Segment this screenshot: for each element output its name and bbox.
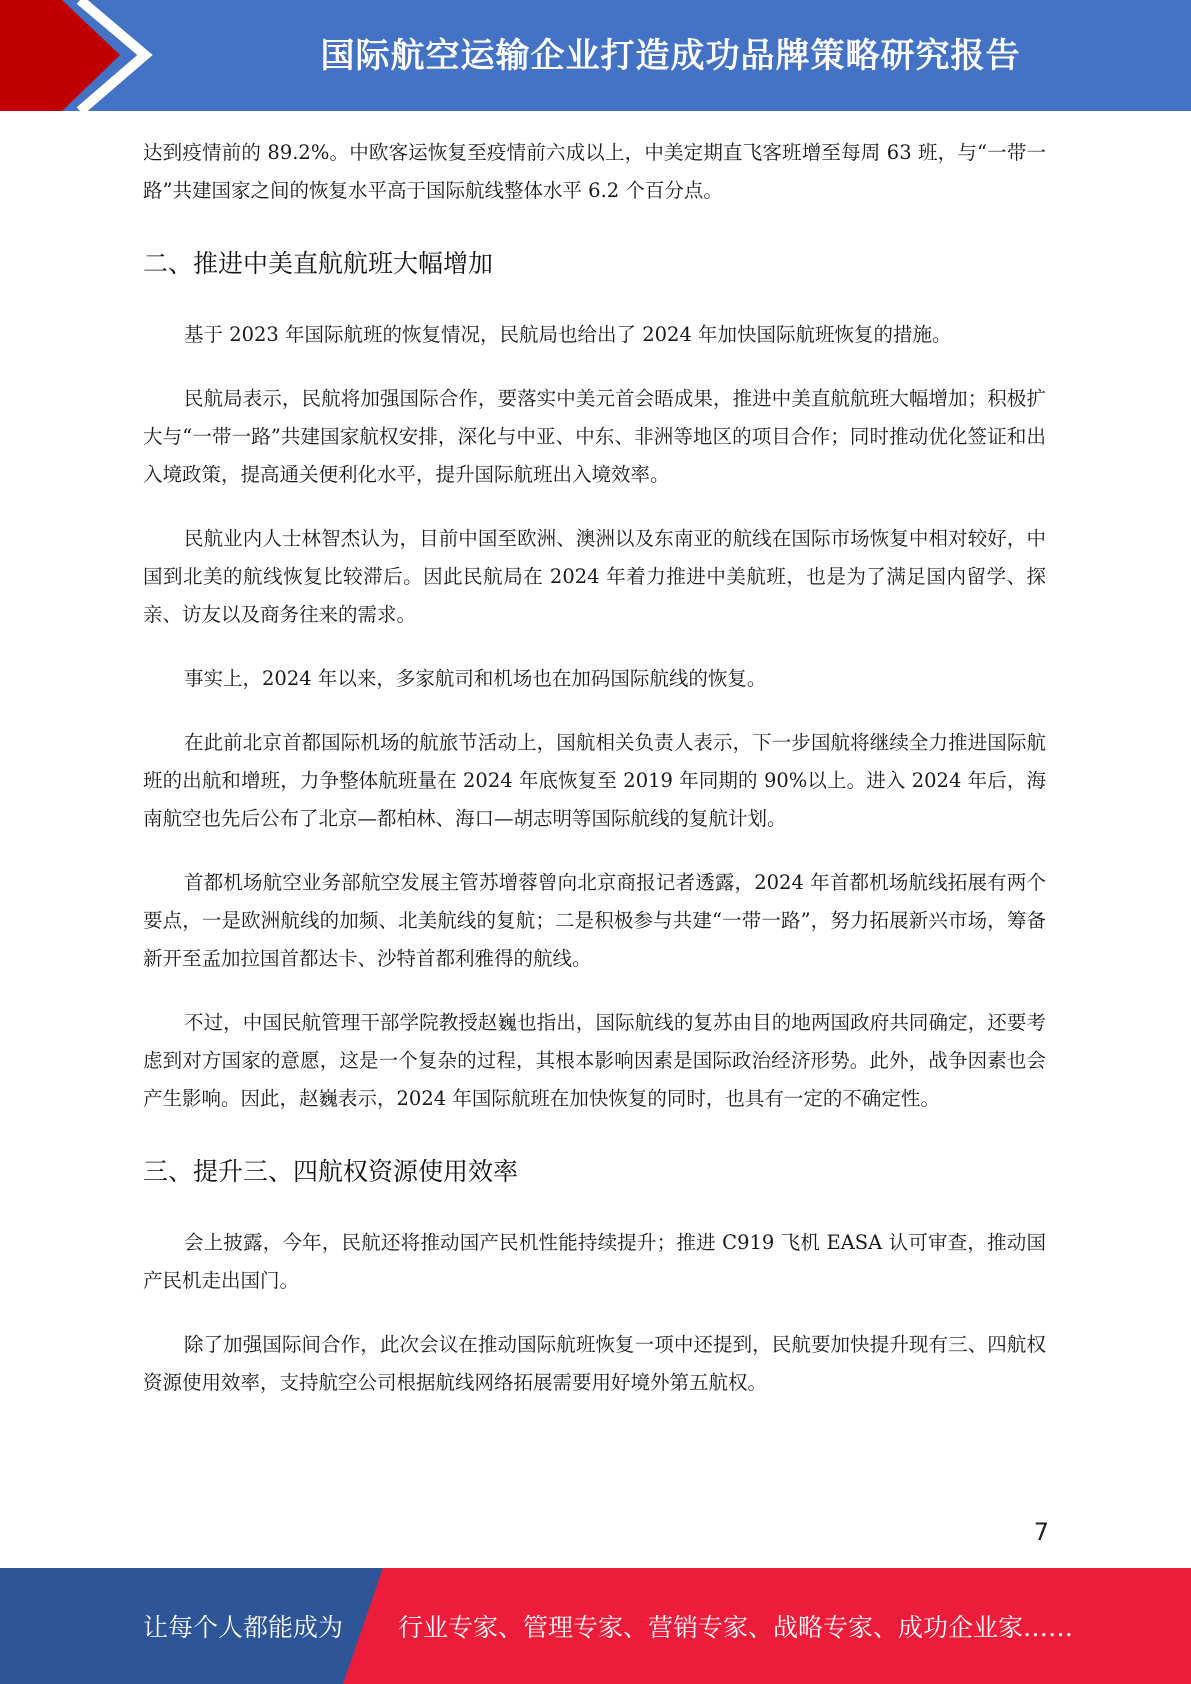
paragraph: 会上披露，今年，民航还将推动国产民机性能持续提升；推进 C919 飞机 EASA 认可审查，推动国产民机走出国门。 — [143, 1231, 1046, 1292]
article-body — [143, 134, 1046, 1428]
paragraph: 民航局表示，民航将加强国际合作，要落实中美元首会晤成果，推进中美直航航班大幅增加；积极扩大与“一带一路”共建国家航权安排，深化与中亚、中东、非洲等地区的项目合作；同时推动优化签证和出入境政策，提高通关便利化水平，提升国际航班出入境效率。 — [143, 387, 1046, 486]
paragraph: 基于 2023 年国际航班的恢复情况，民航局也给出了 2024 年加快国际航班恢复的措施。 — [184, 323, 952, 346]
paragraph: 首都机场航空业务部航空发展主管苏增蓉曾向北京商报记者透露，2024 年首都机场航线拓展有两个要点，一是欧洲航线的加频、北美航线的复航；二是积极参与共建“一带一路”，努力拓展新兴市场，筹备新开至孟加拉国首都达卡、沙特首都利雅得的航线。 — [143, 871, 1046, 970]
report-title: 国际航空运输企业打造成功品牌策略研究报告 — [320, 35, 1021, 76]
paragraph: 除了加强国际间合作，此次会议在推动国际航班恢复一项中还提到，民航要加快提升现有三、四航权资源使用效率，支持航空公司根据航线网络拓展需要用好境外第五航权。 — [143, 1333, 1046, 1394]
footer-slogan-left: 让每个人都能成为 — [143, 1613, 344, 1642]
paragraph: 不过，中国民航管理干部学院教授赵巍也指出，国际航线的复苏由目的地两国政府共同确定，还要考虑到对方国家的意愿，这是一个复杂的过程，其根本影响因素是国际政治经济形势。此外，战争因素也会产生影响。因此，赵巍表示，2024 年国际航班在加快恢复的同时，也具有一定的不确定性。 — [143, 1011, 1046, 1110]
section-heading: 三、提升三、四航权资源使用效率 — [143, 1157, 519, 1186]
footer-slogan-right: 行业专家、管理专家、营销专家、战略专家、成功企业家…… — [398, 1613, 1074, 1642]
page-header — [0, 0, 1191, 111]
paragraph: 达到疫情前的 89.2%。中欧客运恢复至疫情前六成以上，中美定期直飞客班增至每周 63 班，与“一带一路”共建国家之间的恢复水平高于国际航线整体水平 6.2 个百分点。 — [143, 141, 1046, 202]
paragraph: 民航业内人士林智杰认为，目前中国至欧洲、澳洲以及东南亚的航线在国际市场恢复中相对较好，中国到北美的航线恢复比较滞后。因此民航局在 2024 年着力推进中美航班，也是为了满足国内留学、探亲、访友以及商务往来的需求。 — [143, 527, 1046, 626]
paragraph: 在此前北京首都国际机场的航旅节活动上，国航相关负责人表示，下一步国航将继续全力推进国际航班的出航和增班，力争整体航班量在 2024 年底恢复至 2019 年同期的 90%以上。进入 2024 年后，海南航空也先后公布了北京—都柏林、海口—胡志明等国际航线的复航计划。 — [143, 731, 1046, 830]
paragraph: 事实上，2024 年以来，多家航司和机场也在加码国际航线的恢复。 — [184, 667, 767, 690]
section-heading: 二、推进中美直航航班大幅增加 — [143, 249, 494, 278]
page-number: 7 — [1033, 1518, 1049, 1546]
page-footer — [0, 1568, 1191, 1684]
